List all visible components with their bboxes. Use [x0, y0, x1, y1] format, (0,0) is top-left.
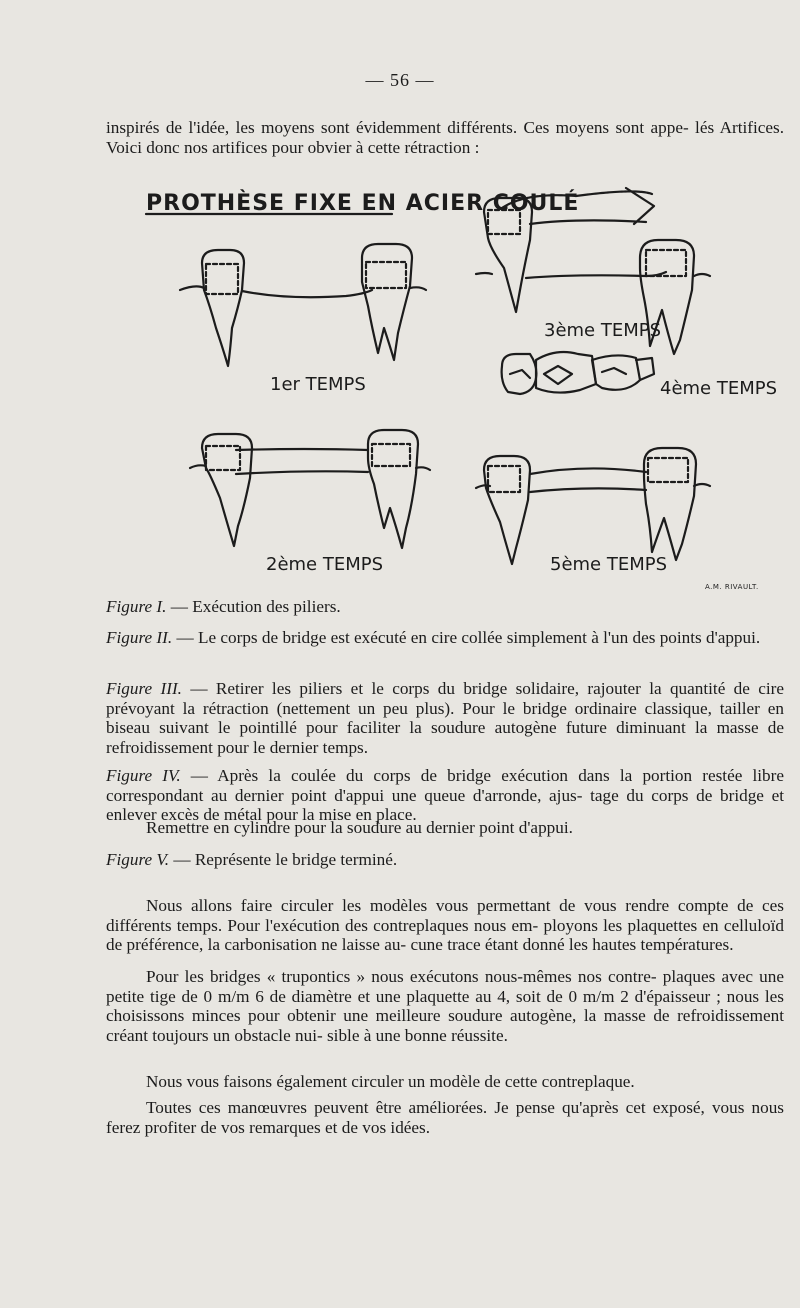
body-paragraph-1: Nous allons faire circuler les modèles vous permettant de vous rendre compte de ces différents temps. Pour l'exécution des contreplaques nous em- ployons les plaquettes en celluloïd de préférence, la carbonisation ne laisse au- cune trace étant donné les hautes températures.: [106, 896, 784, 955]
bridge-figure: [106, 178, 800, 608]
body-paragraph-3: Nous vous faisons également circuler un modèle de cette contreplaque.: [146, 1072, 635, 1091]
body-paragraph-4: Toutes ces manœuvres peuvent être améliorées. Je pense qu'après cet exposé, vous nous ferez profiter de vos remarques et de vos idées.: [106, 1098, 784, 1137]
caption-4-text: — Après la coulée du corps de bridge exécution dans la portion restée libre correspondant au dernier point d'appui une queue d'arronde, ajus- tage du corps de bridge et enlever excès de métal pour la mise en place.: [106, 766, 784, 825]
stage-2-label: 2ème TEMPS: [266, 554, 384, 575]
caption-2: [106, 628, 784, 648]
caption-3: [106, 679, 784, 757]
figure-title: PROTHÈSE FIXE EN ACIER COULÉ: [146, 191, 580, 216]
caption-1-text: — Exécution des piliers.: [166, 597, 341, 616]
caption-4: [106, 766, 784, 825]
caption-5: [106, 850, 784, 870]
caption-2-label: Figure II.: [106, 628, 173, 647]
stage-4-label: 4ème TEMPS: [660, 378, 778, 399]
stage-3-label: 3ème TEMPS: [544, 320, 662, 341]
stage-5-drawing: [476, 448, 710, 564]
caption-3-label: Figure III.: [106, 679, 182, 698]
caption-1: [106, 597, 784, 617]
caption-1-label: Figure I.: [106, 597, 167, 616]
remettre-line: Remettre en cylindre pour la soudure au dernier point d'appui.: [146, 818, 573, 837]
caption-5-text: — Représente le bridge terminé.: [169, 850, 398, 869]
stage-5-label: 5ème TEMPS: [550, 554, 668, 575]
page-number: — 56 —: [365, 70, 435, 90]
stage-1-label: 1er TEMPS: [270, 374, 366, 395]
caption-5-label: Figure V.: [106, 850, 170, 869]
caption-3-text: — Retirer les piliers et le corps du bridge solidaire, rajouter la quantité de cire prévoyant la rétraction (nettement un peu plus). Pour le bridge ordinaire classique, tailler en biseau suivant le pointillé pour faciliter la soudure autogène future diminuant la masse de refroidissement pour le dernier temps.: [106, 679, 785, 757]
caption-2-text: — Le corps de bridge est exécuté en cire collée simplement à l'un des points d'appui.: [172, 628, 761, 647]
stage-2-drawing: [190, 430, 430, 548]
intro-paragraph: inspirés de l'idée, les moyens sont évidemment différents. Ces moyens sont appe- lés Artifices. Voici donc nos artifices pour obvier à cette rétraction :: [106, 118, 784, 157]
figure-credit: A.M. RIVAULT.: [705, 583, 759, 591]
stage-1-drawing: [180, 244, 426, 366]
caption-4-label: Figure IV.: [106, 766, 181, 785]
body-paragraph-2: Pour les bridges « trupontics » nous exécutons nous-mêmes nos contre- plaques avec une petite tige de 0 m/m 6 de diamètre et une plaquette au 4, soit de 0 m/m 2 d'épaisseur ; nous les choisissons minces pour obtenir une meilleure soudure autogène, la masse de refroidissement créant toujours un obstacle nui- sible à une bonne réussite.: [106, 967, 784, 1045]
stage-4-drawing: [502, 352, 654, 394]
